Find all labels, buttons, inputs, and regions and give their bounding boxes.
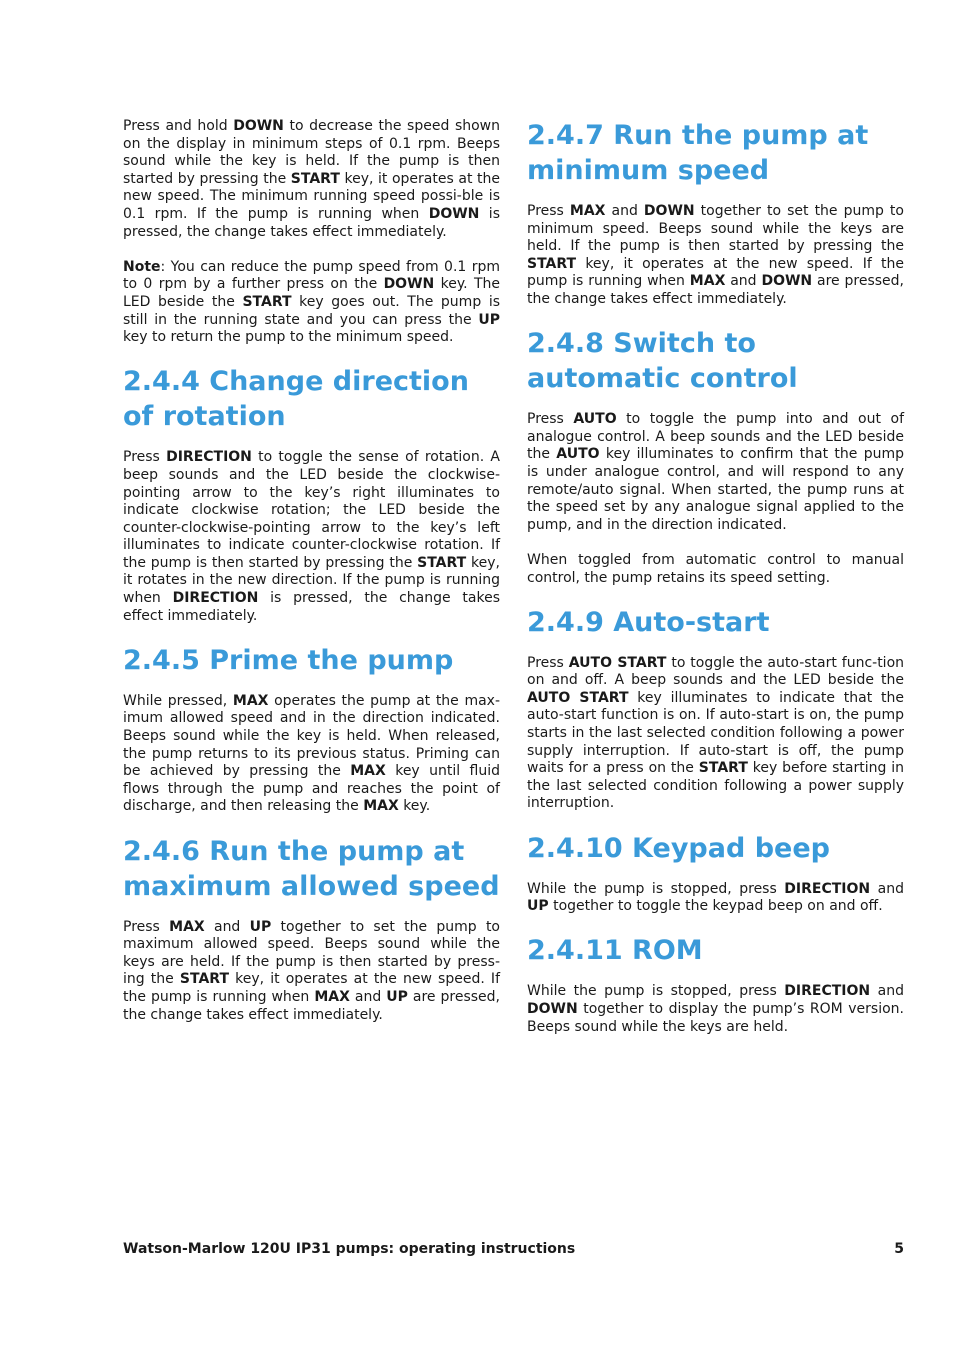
heading-max-speed: 2.4.6 Run the pump at maximum allowed speed bbox=[123, 835, 500, 902]
keyword: DIRECTION bbox=[166, 449, 252, 466]
text-run: key. The LED beside the bbox=[123, 276, 500, 310]
text-run: is pressed, the change takes effect immediately. bbox=[123, 205, 500, 240]
text-run: key to return the pump to the minimum speed. bbox=[123, 329, 454, 346]
keyword: DOWN bbox=[383, 276, 435, 293]
keyword: MAX bbox=[314, 988, 350, 1005]
paragraph-auto-start bbox=[527, 655, 904, 813]
text-run: key until fluid flows through the pump and reaches the point of discharge, and then releasing the bbox=[123, 763, 500, 815]
text-run: together to toggle the keypad beep on and off. bbox=[548, 898, 883, 915]
text-run: operates the pump at the max-imum allowed speed and in the direction indicated. Beeps sound while the key is held. When released, the pump returns to its previous status. Priming can be achieved by pressing the bbox=[123, 692, 500, 780]
paragraph-change-direction bbox=[123, 449, 500, 625]
text-run: When toggled from automatic control to manual control, the pump retains its speed setting. bbox=[527, 551, 904, 586]
keyword: START bbox=[417, 554, 467, 571]
keyword: START bbox=[527, 255, 577, 272]
paragraph-automatic-control bbox=[527, 411, 904, 534]
page-footer bbox=[123, 1241, 904, 1257]
right-column bbox=[527, 118, 904, 1054]
heading-prime-pump: 2.4.5 Prime the pump bbox=[123, 644, 454, 676]
text-run: and bbox=[605, 203, 644, 219]
heading-automatic-control: 2.4.8 Switch to automatic control bbox=[527, 328, 798, 395]
keyword: AUTO bbox=[573, 411, 617, 428]
text-run: While the pump is stopped, press bbox=[527, 880, 785, 897]
text-run: : You can reduce the pump speed from 0.1 rpm to 0 rpm by a further press on the bbox=[123, 258, 500, 293]
text-run: to toggle the pump into and out of analogue control. A beep sounds and the LED beside the bbox=[527, 411, 905, 463]
heading-keypad-beep: 2.4.10 Keypad beep bbox=[527, 832, 830, 864]
paragraph-min-speed bbox=[527, 203, 904, 309]
page-number: 5 bbox=[894, 1241, 904, 1257]
keyword: AUTO START bbox=[568, 654, 667, 671]
keyword: DOWN bbox=[761, 273, 813, 290]
text-run: key, it operates at the new speed. If the pump is running when bbox=[123, 971, 500, 1005]
text-run: are pressed, the change takes effect immediately. bbox=[123, 988, 501, 1023]
keyword: MAX bbox=[232, 692, 269, 709]
text-run: key. bbox=[398, 798, 431, 815]
text-run: Press bbox=[527, 654, 569, 671]
keyword: MAX bbox=[350, 763, 386, 780]
heading-rom: 2.4.11 ROM bbox=[527, 935, 703, 967]
keyword: DIRECTION bbox=[784, 983, 871, 1000]
text-run: Press bbox=[123, 918, 170, 935]
text-run: key illuminates to indicate that the auto-start function is on. If auto-start is on, the pump starts in the last selected condition following a power supply interruption. If auto-start is off, the pump waits for a press on the bbox=[527, 689, 904, 777]
keyword: DOWN bbox=[428, 205, 480, 222]
text-run: key, it operates at the new speed. If the pump is running when bbox=[527, 255, 904, 290]
text-run: Press bbox=[527, 411, 574, 428]
keyword: DOWN bbox=[643, 203, 695, 219]
heading-min-speed: 2.4.7 Run the pump at minimum speed bbox=[527, 120, 869, 186]
text-run: While the pump is stopped, press bbox=[527, 983, 785, 1000]
text-run: While pressed, bbox=[123, 692, 233, 709]
keyword: DIRECTION bbox=[784, 880, 871, 897]
keyword: MAX bbox=[689, 273, 726, 290]
keyword: START bbox=[179, 971, 229, 988]
paragraph-decrease-speed bbox=[123, 118, 500, 241]
keyword: DOWN bbox=[527, 1001, 578, 1017]
text-run: key, it rotates in the new direction. If the pump is running when bbox=[123, 554, 500, 607]
keyword: START bbox=[242, 293, 292, 310]
text-run: and bbox=[204, 918, 250, 935]
paragraph-keypad-beep bbox=[527, 881, 904, 916]
text-run: together to set the pump to maximum allowed speed. Beeps sound while the keys are held. If the pump is then started by press-ing the bbox=[123, 918, 500, 988]
text-run: key before starting in the last selected condition following a power supply interruption. bbox=[527, 760, 904, 812]
keyword: START bbox=[290, 170, 340, 187]
text-run: and bbox=[870, 880, 904, 897]
keyword: UP bbox=[386, 988, 408, 1005]
text-run: is pressed, the change takes effect immediately. bbox=[123, 590, 500, 624]
keyword: UP bbox=[478, 311, 500, 328]
text-run: to toggle the sense of rotation. A beep sounds and the LED beside the clockwise-pointing arrow to the key’s right illuminates to indicate clockwise rotation; the LED beside the counter-clockwise-pointing arrow to the key’s left illuminates to indicate counter-clockwise rotation. If the pump is then started by pressing the bbox=[123, 449, 500, 571]
paragraph-note bbox=[123, 259, 500, 347]
text-run: key, it operates at the new speed. The minimum running speed possi-ble is 0.1 rpm. If the pump is running when bbox=[123, 170, 500, 222]
keyword: UP bbox=[527, 898, 549, 915]
footer-title: Watson-Marlow 120U IP31 pumps: operating instructions bbox=[123, 1241, 576, 1257]
text-run: and bbox=[870, 983, 904, 1000]
keyword: MAX bbox=[169, 918, 205, 935]
text-run: key goes out. The pump is still in the running state and you can press the bbox=[123, 293, 501, 328]
text-run: to decrease the speed shown on the display in minimum steps of 0.1 rpm. Beeps sound while the key is held. If the pump is then started by pressing the bbox=[123, 118, 500, 187]
keyword: AUTO bbox=[556, 446, 600, 463]
paragraph-rom bbox=[527, 983, 904, 1036]
keyword: MAX bbox=[569, 203, 606, 219]
text-run: Press and hold bbox=[123, 118, 234, 134]
keyword: START bbox=[698, 760, 748, 777]
text-run: Press bbox=[123, 449, 167, 466]
paragraph-max-speed bbox=[123, 919, 500, 1025]
keyword: AUTO START bbox=[527, 689, 629, 706]
text-run: together to display the pump’s ROM version. Beeps sound while the keys are held. bbox=[527, 1001, 904, 1035]
paragraph-prime-pump bbox=[123, 693, 500, 816]
text-run: Press bbox=[527, 203, 570, 219]
heading-auto-start: 2.4.9 Auto-start bbox=[527, 606, 770, 638]
text-run: and bbox=[349, 988, 387, 1005]
keyword: UP bbox=[249, 918, 272, 935]
text-run: are pressed, the change takes effect immediately. bbox=[527, 273, 905, 307]
keyword: Note bbox=[123, 258, 161, 275]
text-run: to toggle the auto-start func-tion on and off. A beep sounds and the LED beside the bbox=[527, 654, 905, 689]
keyword: DIRECTION bbox=[172, 590, 259, 607]
text-run: key illuminates to confirm that the pump is under analogue control, and will respond to any remote/auto signal. When started, the pump runs at the speed set by any analogue signal applied to the pump, and in the direction indicated. bbox=[527, 446, 904, 533]
keyword: DOWN bbox=[233, 118, 284, 134]
text-run: and bbox=[725, 273, 762, 290]
left-column bbox=[123, 118, 500, 1042]
text-run: together to set the pump to minimum speed. Beeps sound while the keys are held. If the pump is then started by pressing the bbox=[527, 203, 904, 255]
paragraph-manual-control bbox=[527, 552, 904, 587]
heading-change-direction: 2.4.4 Change direction of rotation bbox=[123, 366, 469, 433]
keyword: MAX bbox=[363, 798, 399, 815]
